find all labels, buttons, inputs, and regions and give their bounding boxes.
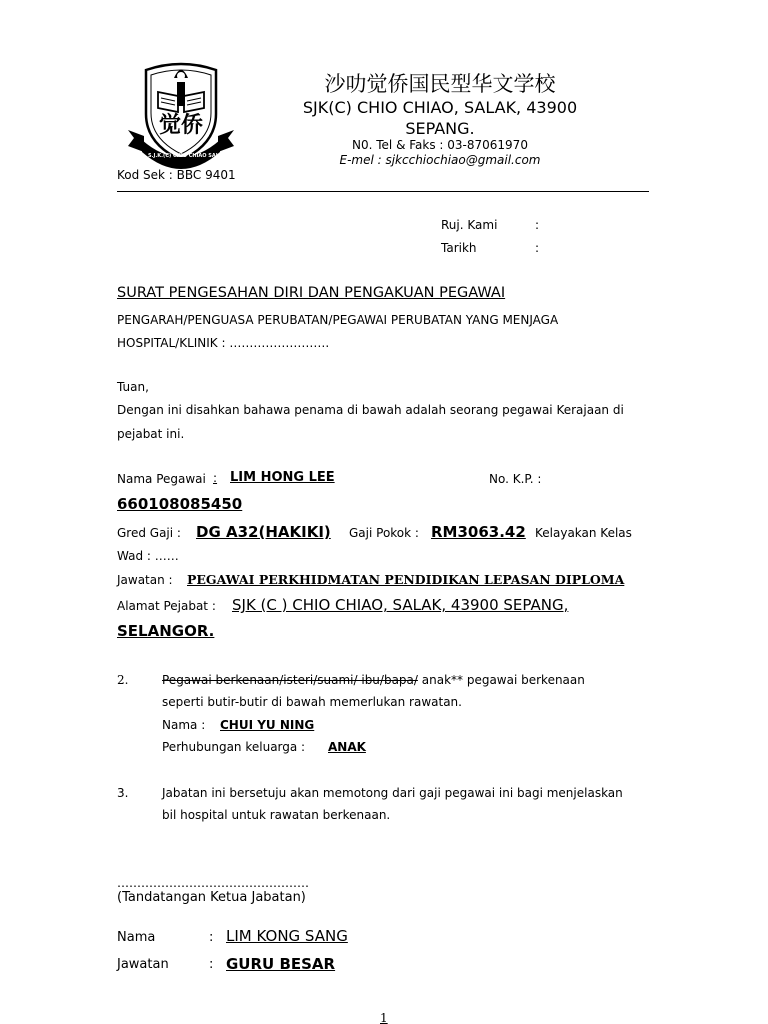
section3-line1: Jabatan ini bersetuju akan memotong dari gaji pegawai ini bagi menjelaskan [162,786,623,800]
intro-line1: Dengan ini disahkan bahawa penama di bawah adalah seorang pegawai Kerajaan di [117,403,624,417]
officer-name-colon: : [213,471,218,485]
header-divider [117,191,649,192]
position-value: PEGAWAI PERKHIDMATAN PENDIDIKAN LEPASAN DIPLOMA [187,572,625,587]
section2-line2: seperti butir-butir di bawah memerlukan rawatan. [162,695,462,709]
intro-line2: pejabat ini. [117,427,185,441]
patient-name-value: CHUI YU NING [220,718,315,732]
section2-number: 2. [117,673,129,687]
head-position-label: Jawatan [117,957,169,972]
ic-number-label: No. K.P. : [489,472,542,486]
ruj-kami-colon: : [535,218,540,232]
patient-name-label: Nama : [162,718,206,732]
office-address-line1: SJK (C ) CHIO CHIAO, SALAK, 43900 SEPANG, [232,596,569,614]
position-label: Jawatan : [117,573,173,587]
letter-title: SURAT PENGESAHAN DIRI DAN PENGAKUAN PEGAWAI [117,285,506,301]
signature-caption: (Tandatangan Ketua Jabatan) [117,890,306,905]
school-name-line2: SEPANG. [405,119,475,138]
school-name-chinese: 沙叻觉侨国民型华文学校 [324,72,556,96]
office-address-label: Alamat Pejabat : [117,599,216,613]
ic-number-value: 660108085450 [117,495,243,513]
section2-struck-text: Pegawai berkenaan/isteri/suami/ ibu/bapa/ [162,673,418,687]
ward-label: Wad : …… [117,549,179,563]
ruj-kami-label: Ruj. Kami [441,218,498,232]
school-email: E-mel : sjkcchiochiao@gmail.com [339,153,541,167]
basic-salary-value: RM3063.42 [431,523,526,541]
basic-salary-label: Gaji Pokok : [349,526,419,540]
salutation: Tuan, [117,380,149,394]
salary-grade-value: DG A32(HAKIKI) [196,523,331,541]
section2-rest-text: anak** pegawai berkenaan [417,673,585,687]
crest-ribbon-text: S.J.K.(C) CHIO CHIAO SALAK [148,153,227,159]
school-tel: N0. Tel & Faks : 03-87061970 [352,138,528,152]
tarikh-label: Tarikh [441,241,477,255]
salary-grade-label: Gred Gaji : [117,526,181,540]
relationship-value: ANAK [328,740,366,754]
addressee-line2: HOSPITAL/KLINIK : ……………………. [117,336,330,350]
addressee-line1: PENGARAH/PENGUASA PERUBATAN/PEGAWAI PERUBATAN YANG MENJAGA [117,313,559,327]
section2-line1 [162,673,585,687]
page-number: 1 [380,1011,388,1024]
relationship-label: Perhubungan keluarga : [162,740,306,754]
school-code: Kod Sek : BBC 9401 [117,168,236,182]
section3-line2: bil hospital untuk rawatan berkenaan. [162,808,391,822]
head-name-label: Nama [117,930,156,945]
school-name-line1: SJK(C) CHIO CHIAO, SALAK, 43900 [302,98,578,117]
head-name-value: LIM KONG SANG [226,927,348,945]
tarikh-colon: : [535,241,540,255]
officer-name-value: LIM HONG LEE [230,470,335,485]
section3-number: 3. [117,786,129,800]
crest-chinese-characters: 觉侨 [158,112,203,138]
head-name-colon: : [209,930,214,945]
ward-class-label: Kelayakan Kelas [535,526,632,540]
officer-name-label: Nama Pegawai [117,472,206,486]
signature-line: ………………………………………… [117,876,309,890]
head-position-colon: : [209,957,214,972]
head-position-value: GURU BESAR [226,955,336,973]
office-address-line2: SELANGOR. [117,622,215,640]
